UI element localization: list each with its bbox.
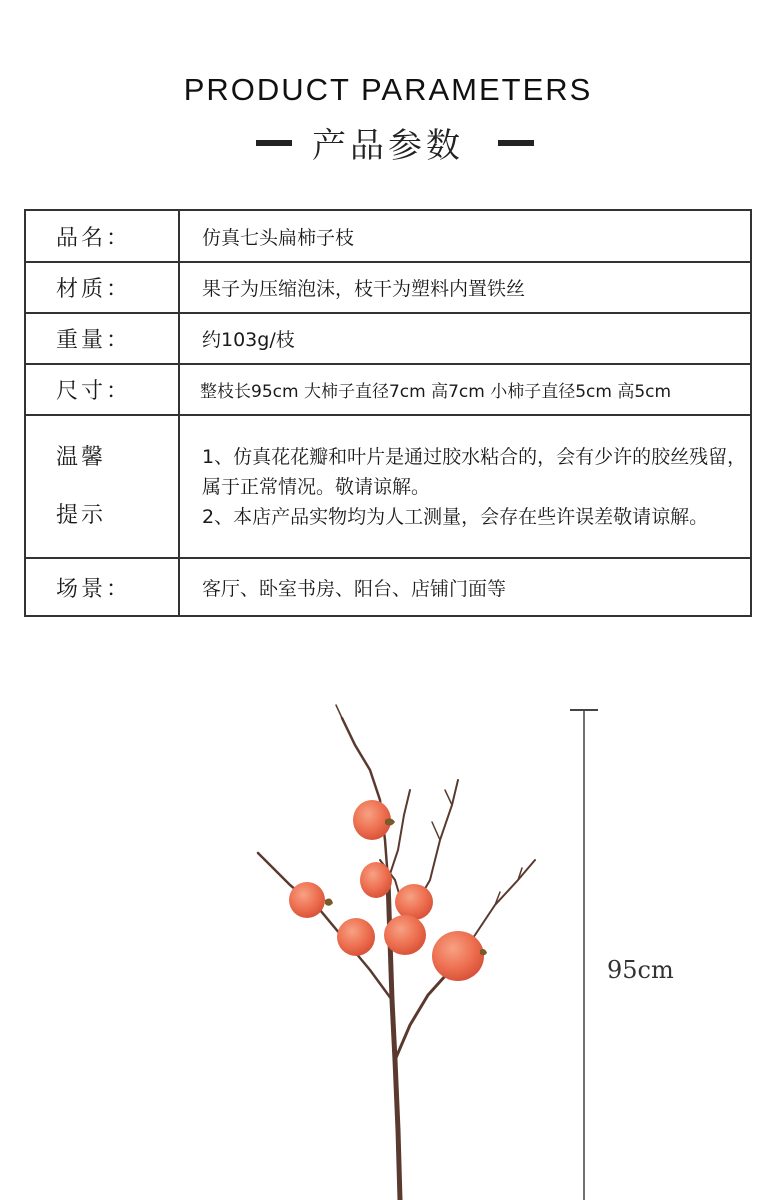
param-label-size: 尺寸： — [25, 364, 179, 415]
param-value-material: 果子为压缩泡沫，枝干为塑料内置铁丝 — [179, 262, 751, 313]
title-cn-row — [0, 118, 776, 164]
param-row-material — [25, 262, 751, 313]
height-measurement-line — [570, 710, 598, 1200]
tips-line-1: 1、仿真花花瓣和叶片是通过胶水粘合的，会有少许的胶丝残留，属于正常情况。敬请谅解。 — [202, 445, 747, 498]
tips-label-line2: 提示 — [56, 502, 107, 528]
tips-label-line1: 温馨 — [56, 444, 107, 470]
param-label-tips — [25, 415, 179, 558]
title-dash-left — [256, 140, 292, 146]
param-row-weight — [25, 313, 751, 364]
title-dash-right — [498, 140, 534, 146]
param-row-tips — [25, 415, 751, 558]
parameters-table — [24, 209, 752, 617]
param-label-material: 材质： — [25, 262, 179, 313]
param-row-name — [25, 210, 751, 262]
param-value-name: 仿真七头扁柿子枝 — [179, 210, 751, 262]
param-value-size: 整枝长95cm 大柿子直径7cm 高7cm 小柿子直径5cm 高5cm — [179, 364, 751, 415]
persimmon-branch-image — [0, 690, 776, 1200]
param-label-name: 品名： — [25, 210, 179, 262]
param-label-weight: 重量： — [25, 313, 179, 364]
tips-line-2: 2、本店产品实物均为人工测量，会存在些许误差敬请谅解。 — [202, 505, 709, 528]
param-value-scene: 客厅、卧室书房、阳台、店铺门面等 — [179, 558, 751, 616]
param-label-scene: 场景： — [25, 558, 179, 616]
param-value-tips — [179, 415, 751, 558]
title-cn: 产品参数 — [312, 126, 464, 166]
height-measurement-label: 95cm — [607, 956, 674, 984]
param-row-scene — [25, 558, 751, 616]
title-en: PRODUCT PARAMETERS — [183, 72, 593, 107]
param-row-size — [25, 364, 751, 415]
param-value-weight: 约103g/枝 — [179, 313, 751, 364]
